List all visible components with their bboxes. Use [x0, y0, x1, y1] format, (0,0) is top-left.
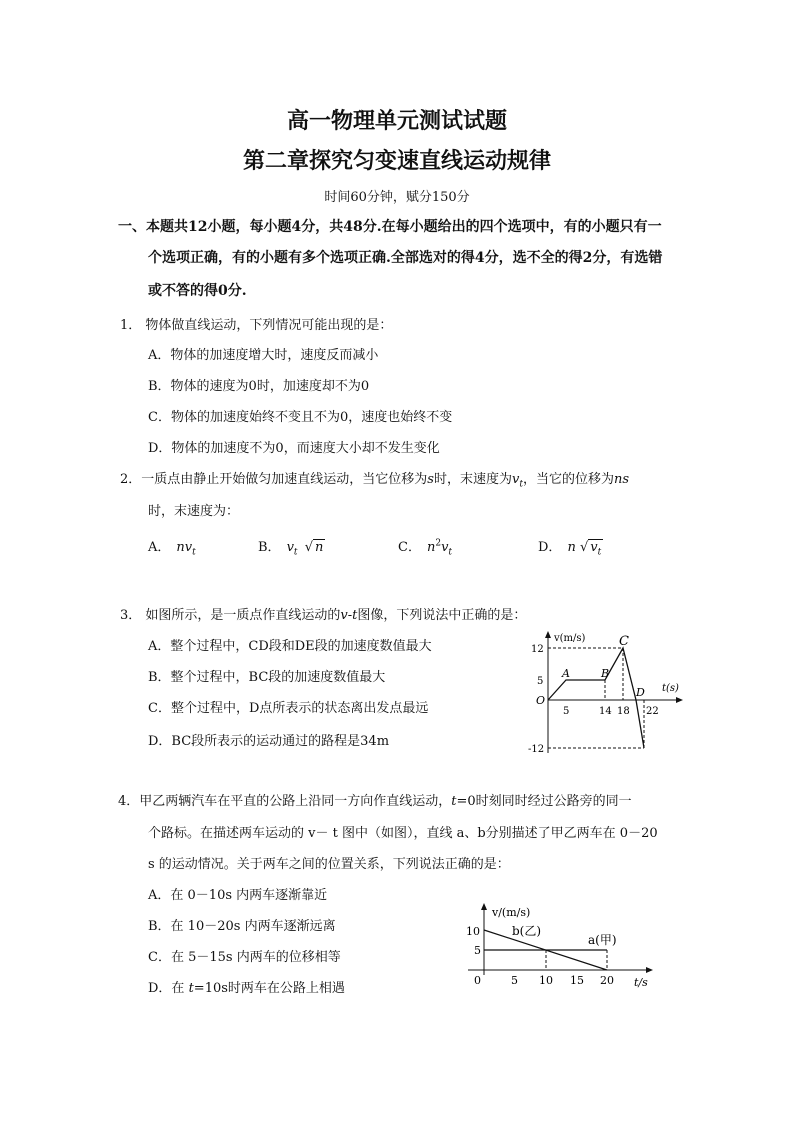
question-1-stem: 1． 物体做直线运动，下列情况可能出现的是： — [120, 318, 393, 333]
y-tick-0: 0 — [474, 974, 481, 987]
question-3-vt-graph — [518, 628, 688, 758]
y-axis-arrow-icon — [545, 631, 551, 638]
y-tick-5: 5 — [474, 944, 481, 957]
x-tick-18: 18 — [617, 706, 630, 717]
page-title: 高一物理单元测试试题 — [286, 108, 507, 134]
question-4-stem-line1: 4．甲乙两辆汽车在平直的公路上沿同一方向作直线运动，t=0时刻同时经过公路旁的同一 — [118, 794, 632, 809]
x-axis-arrow-icon — [646, 967, 653, 973]
question-4-option-c: C．在 5－15s 内两车的位移相等 — [148, 950, 341, 965]
question-2-stem-line1: 2．一质点由静止开始做匀加速直线运动，当它位移为s时，末速度为$v_t$，当它的位移为ns — [120, 472, 630, 490]
section-instructions-line2: 个选项正确，有的小题有多个选项正确.全部选对的得4分，选不全的得2分，有选错 — [148, 250, 663, 266]
question-2-option-d: D． n √ $v_t$ — [538, 540, 602, 558]
y-axis-arrow-icon — [481, 903, 487, 910]
question-3-option-a: A．整个过程中，CD段和DE段的加速度数值最大 — [148, 639, 432, 654]
x-tick-5: 5 — [511, 974, 518, 987]
x-tick-22: 22 — [646, 706, 659, 717]
y-tick-neg12: -12 — [528, 744, 545, 755]
question-1-option-c: C．物体的加速度始终不变且不为0，速度也始终不变 — [148, 410, 453, 425]
question-4-stem-line2: 个路标。在描述两车运动的 v－ t 图中（如图），直线 a、b分别描述了甲乙两车在 0－20 — [148, 826, 658, 841]
point-c: C — [619, 634, 629, 649]
x-tick-10: 10 — [539, 974, 553, 987]
question-1-option-d: D．物体的加速度不为0，而速度大小却不发生变化 — [148, 441, 440, 456]
question-4-stem-line3: s 的运动情况。关于两车之间的位置关系，下列说法正确的是： — [148, 857, 510, 872]
x-axis-label: t(s) — [662, 683, 679, 694]
x-axis-arrow-icon — [676, 697, 683, 703]
question-2-option-b: B． $v_t$ √ n — [258, 540, 324, 558]
y-tick-10: 10 — [466, 925, 480, 938]
question-2-option-c: C． $n^2v_t$ — [398, 538, 453, 558]
sqrt-icon: √ — [579, 540, 589, 555]
question-3-option-c: C．整个过程中，D点所表示的状态离出发点最远 — [148, 701, 429, 716]
sqrt-icon: √ — [304, 540, 313, 555]
x-tick-14: 14 — [599, 706, 612, 717]
question-1-option-a: A．物体的加速度增大时，速度反而减小 — [148, 348, 379, 363]
vt-curve — [548, 648, 644, 748]
section-instructions-line1: 一、本题共12小题，每小题4分，共48分.在每小题给出的四个选项中，有的小题只有一 — [118, 219, 662, 235]
question-3-option-d: D．BC段所表示的运动通过的路程是34m — [148, 734, 390, 749]
question-4-option-d: D．在 t=10s时两车在公路上相遇 — [148, 981, 345, 996]
x-axis-label: t/s — [634, 976, 648, 989]
origin-label: O — [536, 694, 546, 707]
chapter-title: 第二章探究匀变速直线运动规律 — [242, 148, 551, 174]
x-tick-20: 20 — [600, 974, 614, 987]
y-axis-label: v(m/s) — [554, 633, 586, 644]
question-2-option-a: A． $nv_t$ — [148, 540, 196, 558]
question-3-stem: 3． 如图所示，是一质点作直线运动的v-t图像，下列说法中正确的是： — [120, 608, 527, 623]
question-1-option-b: B．物体的速度为0时，加速度却不为0 — [148, 379, 370, 394]
question-4-option-b: B．在 10－20s 内两车逐渐远离 — [148, 919, 336, 934]
point-a: A — [562, 667, 570, 680]
x-tick-15: 15 — [570, 974, 584, 987]
y-tick-5: 5 — [537, 676, 544, 687]
line-b-label: b(乙) — [512, 924, 542, 938]
question-2-stem-line2: 时，末速度为： — [148, 504, 240, 519]
line-a-label: a(甲) — [588, 933, 617, 947]
question-4-option-a: A．在 0－10s 内两车逐渐靠近 — [148, 888, 328, 903]
question-4-vt-graph — [462, 900, 662, 992]
question-3-option-b: B．整个过程中，BC段的加速度数值最大 — [148, 670, 386, 685]
y-tick-12: 12 — [531, 644, 544, 655]
point-b: B — [601, 667, 610, 680]
section-instructions-line3: 或不答的得0分. — [148, 283, 247, 299]
x-tick-5: 5 — [563, 706, 570, 717]
y-axis-label: v/(m/s) — [492, 906, 531, 919]
point-d: D — [636, 686, 645, 699]
exam-meta: 时间60分钟，赋分150分 — [324, 190, 470, 205]
